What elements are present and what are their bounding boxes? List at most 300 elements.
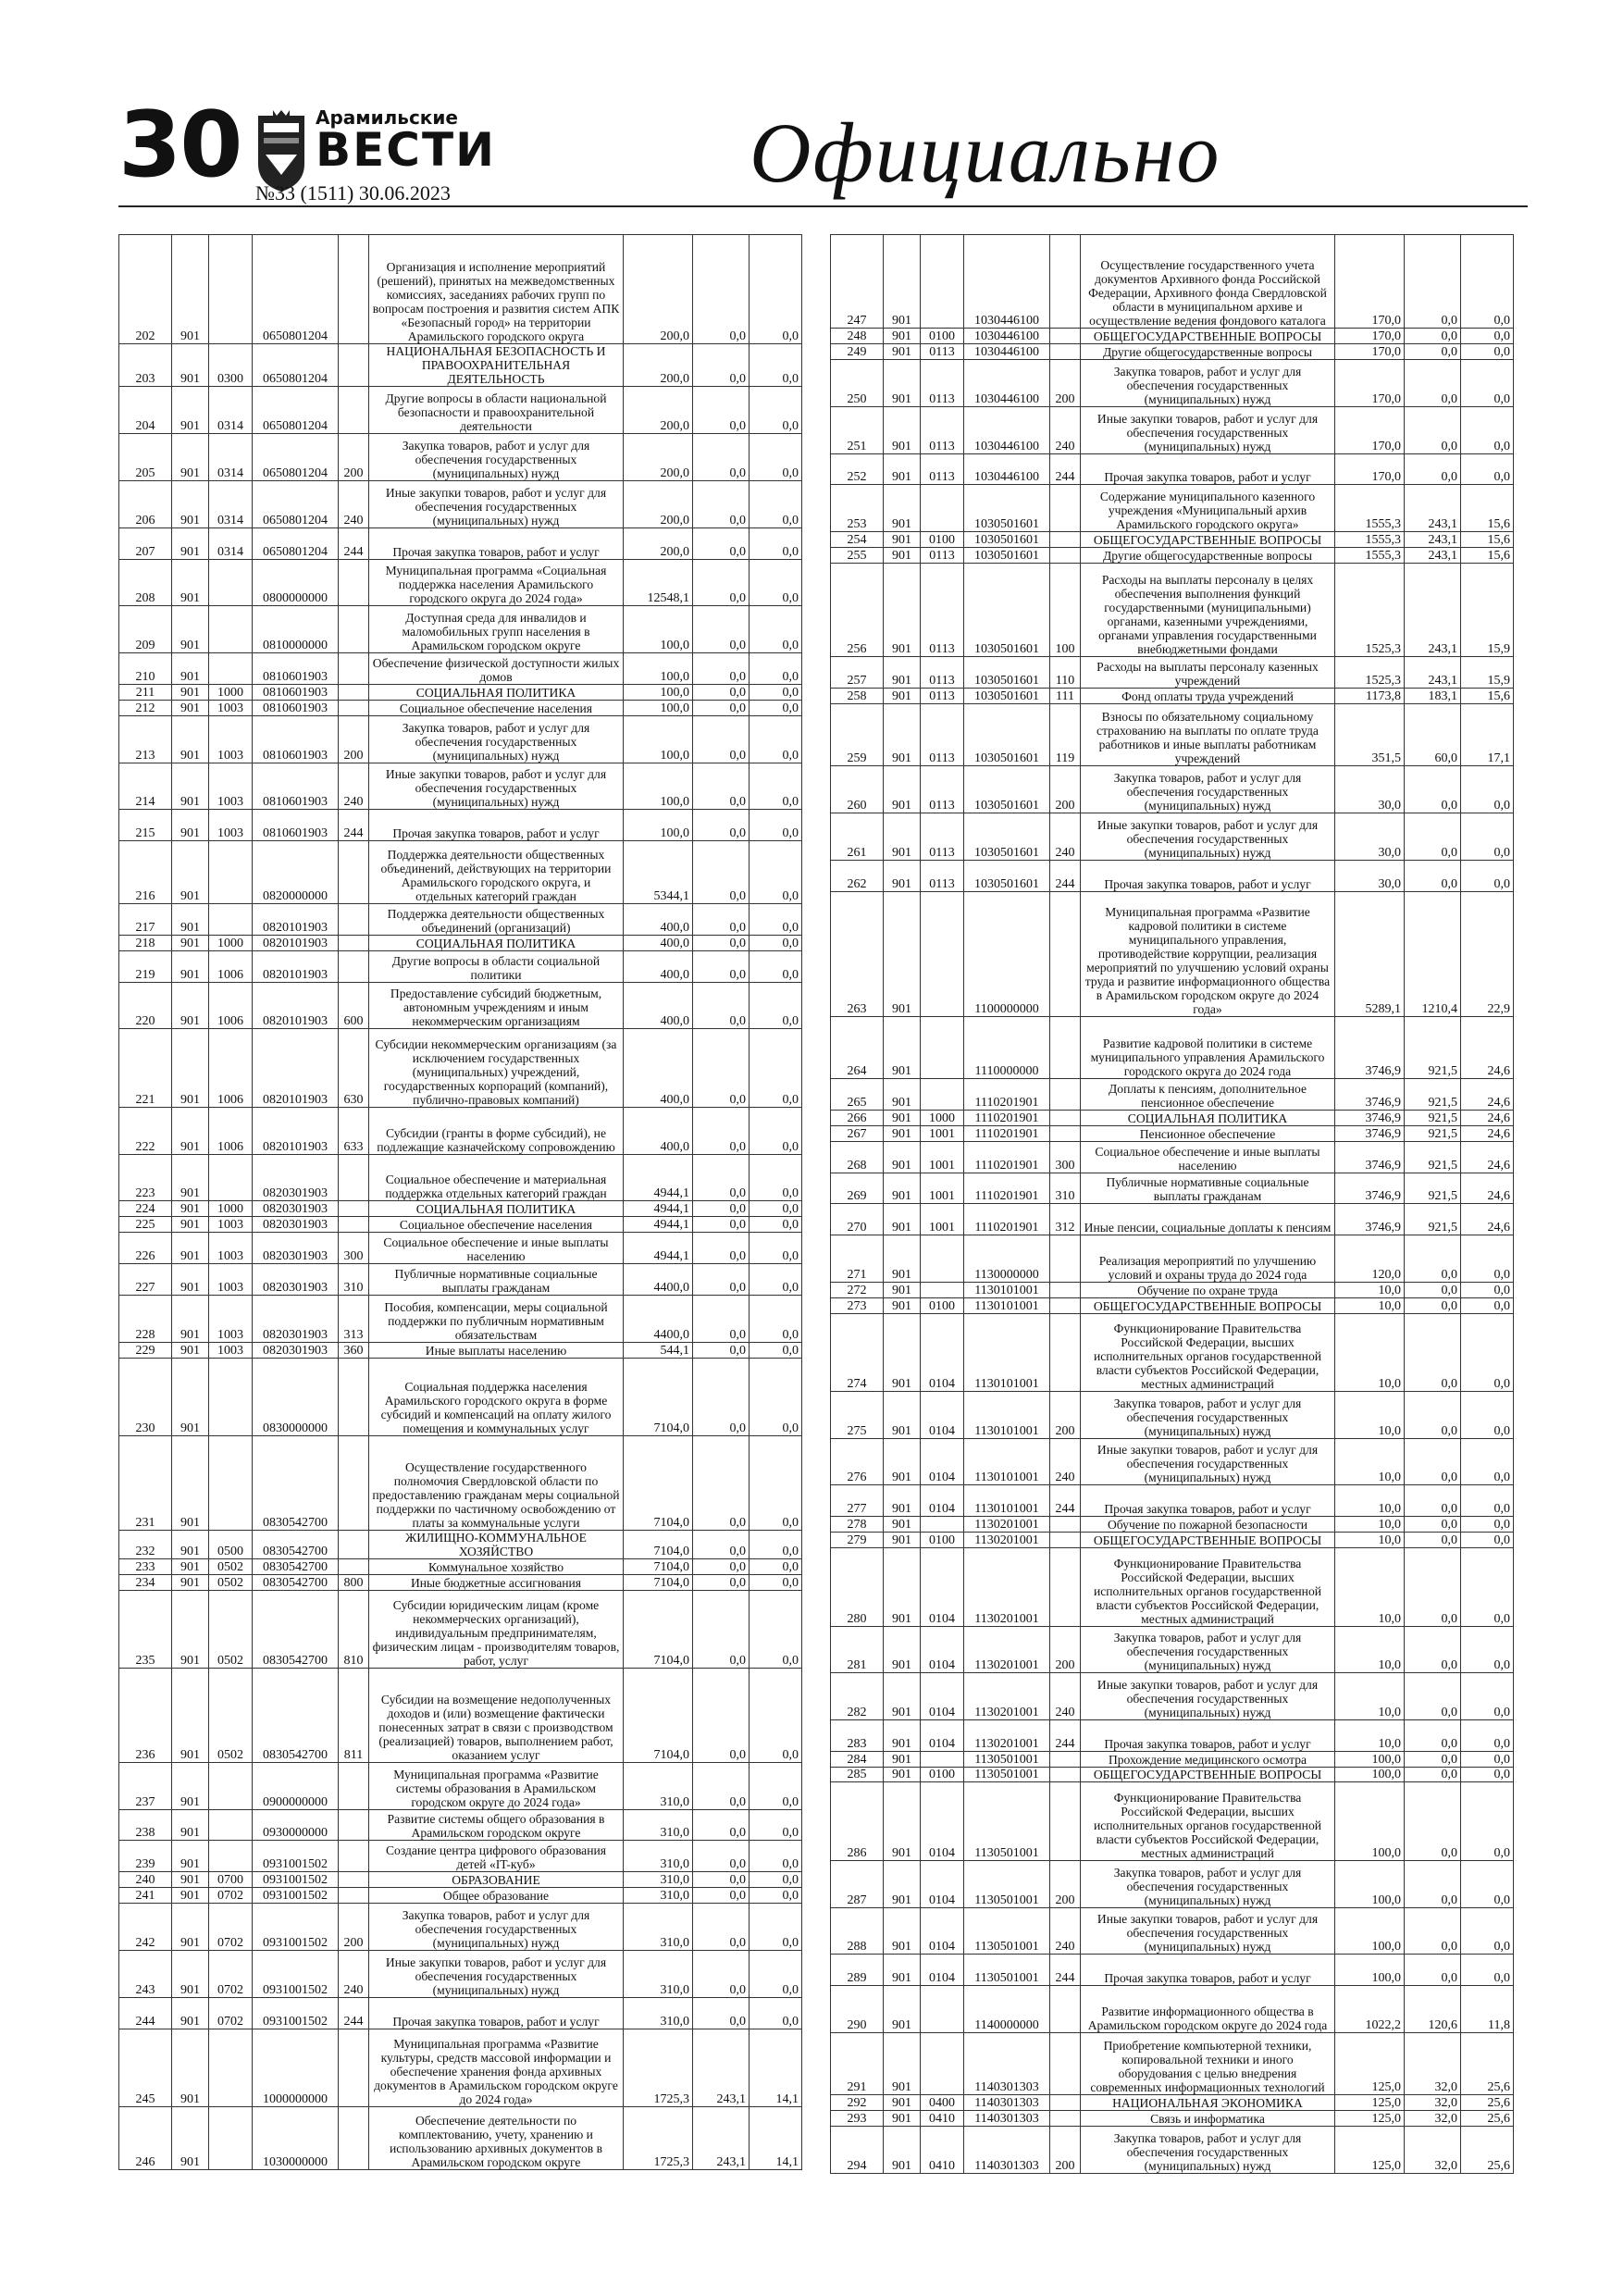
percent-executed: 0,0 (1461, 1626, 1514, 1673)
plan-amount: 4944,1 (624, 1233, 693, 1264)
plan-amount: 4400,0 (624, 1295, 693, 1342)
executed-amount: 0,0 (1405, 1438, 1461, 1485)
table-row (119, 1762, 802, 1809)
target-code: 0820000000 (253, 841, 339, 904)
expense-type: 240 (1050, 406, 1081, 453)
table-row (831, 891, 1514, 1016)
section-code: 0104 (921, 1719, 964, 1751)
expense-type: 300 (1050, 1141, 1081, 1173)
admin-code: 901 (884, 1297, 921, 1313)
plan-amount: 4944,1 (624, 1154, 693, 1201)
item-name: Прочая закупка товаров, работ и услуг (1081, 453, 1335, 485)
table-row (831, 531, 1514, 547)
target-code: 0810601903 (253, 700, 339, 715)
target-code: 1030446100 (964, 453, 1050, 485)
budget-table-right (830, 234, 1514, 2174)
row-number: 278 (831, 1517, 884, 1533)
table-row (831, 1986, 1514, 2033)
expense-type (1050, 2032, 1081, 2095)
expense-type (1050, 485, 1081, 532)
item-name: Муниципальная программа «Развитие системы образования в Арамильском городском округе до 2024 года» (369, 1762, 624, 1809)
plan-amount: 3746,9 (1335, 1111, 1405, 1126)
expense-type (1050, 531, 1081, 547)
plan-amount: 10,0 (1335, 1517, 1405, 1533)
executed-amount: 0,0 (693, 1809, 750, 1841)
executed-amount: 243,1 (1405, 547, 1461, 563)
row-number: 242 (119, 1904, 172, 1951)
expense-type: 600 (339, 982, 369, 1029)
row-number: 202 (119, 235, 172, 344)
row-number: 243 (119, 1950, 172, 1997)
admin-code: 901 (172, 1217, 209, 1233)
expense-type (1050, 1782, 1081, 1860)
executed-amount: 0,0 (693, 1841, 750, 1872)
target-code: 1030501601 (964, 531, 1050, 547)
item-name: Реализация мероприятий по улучшению условий и охраны труда до 2024 года (1081, 1235, 1335, 1283)
section-code (921, 1079, 964, 1111)
percent-executed: 0,0 (1461, 860, 1514, 891)
table-row (119, 387, 802, 434)
expense-type: 240 (1050, 1438, 1081, 1485)
row-number: 224 (119, 1201, 172, 1217)
percent-executed: 0,0 (1461, 1282, 1514, 1297)
percent-executed: 0,0 (1461, 1235, 1514, 1283)
row-number: 291 (831, 2032, 884, 2095)
row-number: 207 (119, 527, 172, 559)
plan-amount: 3746,9 (1335, 1173, 1405, 1204)
section-code (921, 2032, 964, 2095)
plan-amount: 12548,1 (624, 559, 693, 606)
table-row (831, 813, 1514, 861)
table-row (831, 1767, 1514, 1782)
target-code: 0820301903 (253, 1295, 339, 1342)
executed-amount: 0,0 (1405, 813, 1461, 861)
row-number: 245 (119, 2029, 172, 2107)
executed-amount: 0,0 (693, 1217, 750, 1233)
executed-amount: 0,0 (693, 841, 750, 904)
target-code: 0820301903 (253, 1154, 339, 1201)
percent-executed: 0,0 (750, 235, 802, 344)
target-code: 1030501601 (964, 766, 1050, 813)
table-body-right (831, 235, 1514, 2174)
executed-amount: 183,1 (1405, 688, 1461, 703)
target-code: 0820101903 (253, 903, 339, 935)
executed-amount: 243,1 (693, 2029, 750, 2107)
executed-amount: 0,0 (1405, 860, 1461, 891)
expense-type (339, 935, 369, 950)
target-code: 0810601903 (253, 810, 339, 841)
admin-code: 901 (884, 1860, 921, 1907)
table-row (831, 1719, 1514, 1751)
table-row (831, 1204, 1514, 1235)
executed-amount: 0,0 (693, 1107, 750, 1154)
item-name: Расходы на выплаты персоналу казенных учреждений (1081, 657, 1335, 689)
percent-executed: 0,0 (750, 527, 802, 559)
expense-type: 244 (1050, 860, 1081, 891)
percent-executed: 0,0 (750, 1558, 802, 1574)
item-name: Прочая закупка товаров, работ и услуг (369, 527, 624, 559)
admin-code: 901 (172, 1904, 209, 1951)
admin-code: 901 (884, 1313, 921, 1391)
row-number: 269 (831, 1173, 884, 1204)
executed-amount: 0,0 (693, 235, 750, 344)
row-number: 264 (831, 1016, 884, 1079)
executed-amount: 0,0 (693, 1264, 750, 1296)
admin-code: 901 (172, 1154, 209, 1201)
admin-code: 901 (884, 1016, 921, 1079)
table-row (831, 1313, 1514, 1391)
executed-amount: 921,5 (1405, 1141, 1461, 1173)
percent-executed: 0,0 (750, 1872, 802, 1888)
percent-executed: 0,0 (750, 653, 802, 685)
expense-type: 240 (1050, 1907, 1081, 1955)
plan-amount: 100,0 (624, 763, 693, 810)
section-code: 0100 (921, 329, 964, 344)
executed-amount: 0,0 (1405, 1282, 1461, 1297)
admin-code: 901 (884, 1204, 921, 1235)
executed-amount: 0,0 (693, 1295, 750, 1342)
expense-type (1050, 1517, 1081, 1533)
expense-type (339, 1436, 369, 1531)
expense-type: 630 (339, 1029, 369, 1108)
section-code: 1000 (209, 935, 253, 950)
table-row (119, 1950, 802, 1997)
item-name: Развитие информационного общества в Арамильском городском округе до 2024 года (1081, 1986, 1335, 2033)
row-number: 205 (119, 434, 172, 481)
expense-type: 119 (1050, 703, 1081, 766)
row-number: 282 (831, 1673, 884, 1720)
table-row (119, 1530, 802, 1558)
section-code (209, 1809, 253, 1841)
section-code: 1003 (209, 1295, 253, 1342)
section-code: 0702 (209, 1904, 253, 1951)
admin-code: 901 (884, 2032, 921, 2095)
executed-amount: 0,0 (693, 1590, 750, 1669)
target-code: 0650801204 (253, 235, 339, 344)
target-code: 0931001502 (253, 1950, 339, 1997)
item-name: СОЦИАЛЬНАЯ ПОЛИТИКА (369, 1201, 624, 1217)
expense-type (1050, 2095, 1081, 2111)
target-code: 1130101001 (964, 1438, 1050, 1485)
percent-executed: 0,0 (750, 684, 802, 700)
executed-amount: 0,0 (1405, 1673, 1461, 1720)
row-number: 294 (831, 2127, 884, 2174)
row-number: 280 (831, 1548, 884, 1626)
plan-amount: 170,0 (1335, 344, 1405, 360)
expense-type (1050, 2111, 1081, 2127)
plan-amount: 10,0 (1335, 1297, 1405, 1313)
expense-type (1050, 1767, 1081, 1782)
target-code: 1030446100 (964, 235, 1050, 329)
target-code: 0650801204 (253, 387, 339, 434)
executed-amount: 0,0 (1405, 1955, 1461, 1986)
admin-code: 901 (884, 235, 921, 329)
executed-amount: 0,0 (693, 1436, 750, 1531)
percent-executed: 15,9 (1461, 563, 1514, 656)
target-code: 1030501601 (964, 547, 1050, 563)
plan-amount: 30,0 (1335, 860, 1405, 891)
executed-amount: 0,0 (693, 935, 750, 950)
item-name: Осуществление государственного учета документов Архивного фонда Российской Федерации, Архивного фонда Свердловской области в муниципальном архиве и осуществление ведения фондового каталога (1081, 235, 1335, 329)
table-row (119, 434, 802, 481)
admin-code: 901 (172, 387, 209, 434)
expense-type (339, 606, 369, 653)
table-row (831, 1438, 1514, 1485)
plan-amount: 310,0 (624, 1809, 693, 1841)
percent-executed: 24,6 (1461, 1173, 1514, 1204)
executed-amount: 243,1 (1405, 531, 1461, 547)
table-row (119, 653, 802, 685)
plan-amount: 3746,9 (1335, 1141, 1405, 1173)
target-code: 1130201001 (964, 1533, 1050, 1548)
admin-code: 901 (172, 1950, 209, 1997)
plan-amount: 310,0 (624, 1997, 693, 2029)
item-name: Публичные нормативные социальные выплаты гражданам (1081, 1173, 1335, 1204)
plan-amount: 200,0 (624, 387, 693, 434)
item-name: ОБЩЕГОСУДАРСТВЕННЫЕ ВОПРОСЫ (1081, 329, 1335, 344)
plan-amount: 10,0 (1335, 1719, 1405, 1751)
percent-executed: 0,0 (750, 1904, 802, 1951)
percent-executed: 0,0 (750, 1358, 802, 1436)
row-number: 279 (831, 1533, 884, 1548)
percent-executed: 0,0 (750, 1295, 802, 1342)
executed-amount: 0,0 (693, 1872, 750, 1888)
section-code (209, 1436, 253, 1531)
plan-amount: 544,1 (624, 1342, 693, 1358)
target-code: 1140301303 (964, 2095, 1050, 2111)
executed-amount: 0,0 (1405, 406, 1461, 453)
percent-executed: 25,6 (1461, 2095, 1514, 2111)
plan-amount: 1022,2 (1335, 1986, 1405, 2033)
target-code: 0820101903 (253, 950, 339, 982)
target-code: 1030446100 (964, 360, 1050, 407)
section-code (921, 1235, 964, 1283)
item-name: Другие вопросы в области национальной безопасности и правоохранительной деятельности (369, 387, 624, 434)
expense-type (1050, 1751, 1081, 1767)
item-name: Иные закупки товаров, работ и услуг для обеспечения государственных (муниципальных) нужд (1081, 1907, 1335, 1955)
executed-amount: 0,0 (693, 1154, 750, 1201)
row-number: 203 (119, 344, 172, 387)
percent-executed: 0,0 (750, 606, 802, 653)
item-name: Муниципальная программа «Развитие кадровой политики в системе муниципального управления, противодействие коррупции, реализация мероприятий по улучшению условий охраны труда и развитие информационного общества в Арамильском городском округе до 2024 года» (1081, 891, 1335, 1016)
row-number: 223 (119, 1154, 172, 1201)
percent-executed: 0,0 (750, 1436, 802, 1531)
item-name: Организация и исполнение мероприятий (решений), принятых на межведомственных комиссиях, заседаниях рабочих групп по вопросам построения и развития систем АПК «Безопасный город» на территории Арамильского городского округа (369, 235, 624, 344)
executed-amount: 0,0 (1405, 1392, 1461, 1439)
row-number: 230 (119, 1358, 172, 1436)
section-code: 1001 (921, 1125, 964, 1141)
row-number: 265 (831, 1079, 884, 1111)
section-code: 0113 (921, 344, 964, 360)
plan-amount: 100,0 (1335, 1751, 1405, 1767)
admin-code: 901 (172, 1888, 209, 1904)
target-code: 0810601903 (253, 763, 339, 810)
percent-executed: 0,0 (750, 1762, 802, 1809)
percent-executed: 25,6 (1461, 2127, 1514, 2174)
admin-code: 901 (884, 563, 921, 656)
table-row (831, 860, 1514, 891)
percent-executed: 0,0 (1461, 360, 1514, 407)
expense-type: 100 (1050, 563, 1081, 656)
percent-executed: 0,0 (1461, 235, 1514, 329)
target-code: 1030501601 (964, 657, 1050, 689)
item-name: Доступная среда для инвалидов и маломобильных групп населения в Арамильском городском округе (369, 606, 624, 653)
plan-amount: 3746,9 (1335, 1016, 1405, 1079)
row-number: 237 (119, 1762, 172, 1809)
table-row (119, 1436, 802, 1531)
expense-type: 633 (339, 1107, 369, 1154)
table-row (831, 1626, 1514, 1673)
percent-executed: 0,0 (1461, 1782, 1514, 1860)
plan-amount: 100,0 (624, 653, 693, 685)
expense-type (339, 903, 369, 935)
item-name: Муниципальная программа «Социальная поддержка населения Арамильского городского округа до 2024 года» (369, 559, 624, 606)
admin-code: 901 (884, 1485, 921, 1517)
table-row (831, 1533, 1514, 1548)
target-code: 0830542700 (253, 1436, 339, 1531)
item-name: Другие вопросы в области социальной политики (369, 950, 624, 982)
section-code: 0314 (209, 387, 253, 434)
plan-amount: 400,0 (624, 903, 693, 935)
expense-type (339, 1872, 369, 1888)
section-code: 0314 (209, 481, 253, 528)
expense-type: 200 (1050, 1626, 1081, 1673)
table-row (831, 1907, 1514, 1955)
expense-type: 200 (339, 434, 369, 481)
table-row (119, 1264, 802, 1296)
target-code: 0650801204 (253, 434, 339, 481)
table-row (831, 2111, 1514, 2127)
target-code: 1110201901 (964, 1079, 1050, 1111)
percent-executed: 15,9 (1461, 657, 1514, 689)
admin-code: 901 (884, 1626, 921, 1673)
target-code: 0820101903 (253, 1029, 339, 1108)
target-code: 1000000000 (253, 2029, 339, 2107)
plan-amount: 310,0 (624, 1888, 693, 1904)
section-code: 0502 (209, 1590, 253, 1669)
plan-amount: 170,0 (1335, 360, 1405, 407)
expense-type: 244 (1050, 1955, 1081, 1986)
executed-amount: 0,0 (693, 810, 750, 841)
row-number: 239 (119, 1841, 172, 1872)
admin-code: 901 (172, 950, 209, 982)
item-name: Закупка товаров, работ и услуг для обеспечения государственных (муниципальных) нужд (1081, 360, 1335, 407)
row-number: 208 (119, 559, 172, 606)
table-row (831, 1016, 1514, 1079)
row-number: 276 (831, 1438, 884, 1485)
item-name: Коммунальное хозяйство (369, 1558, 624, 1574)
percent-executed: 22,9 (1461, 891, 1514, 1016)
admin-code: 901 (172, 344, 209, 387)
section-code: 0113 (921, 688, 964, 703)
admin-code: 901 (172, 434, 209, 481)
plan-amount: 400,0 (624, 982, 693, 1029)
percent-executed: 0,0 (750, 715, 802, 763)
row-number: 284 (831, 1751, 884, 1767)
table-row (119, 715, 802, 763)
section-code (209, 2107, 253, 2170)
expense-type: 244 (339, 810, 369, 841)
section-code (921, 1517, 964, 1533)
target-code: 1130201001 (964, 1673, 1050, 1720)
expense-type (339, 1841, 369, 1872)
admin-code: 901 (172, 903, 209, 935)
row-number: 263 (831, 891, 884, 1016)
plan-amount: 100,0 (624, 700, 693, 715)
percent-executed: 0,0 (750, 903, 802, 935)
admin-code: 901 (884, 344, 921, 360)
percent-executed: 24,6 (1461, 1079, 1514, 1111)
item-name: ОБЩЕГОСУДАРСТВЕННЫЕ ВОПРОСЫ (1081, 531, 1335, 547)
expense-type (1050, 1016, 1081, 1079)
plan-amount: 1555,3 (1335, 547, 1405, 563)
expense-type (1050, 1313, 1081, 1391)
section-code: 0104 (921, 1485, 964, 1517)
admin-code: 901 (884, 485, 921, 532)
executed-amount: 921,5 (1405, 1016, 1461, 1079)
section-code (921, 1986, 964, 2033)
percent-executed: 0,0 (750, 982, 802, 1029)
table-row (119, 982, 802, 1029)
row-number: 241 (119, 1888, 172, 1904)
section-code: 1006 (209, 982, 253, 1029)
table-row (831, 657, 1514, 689)
target-code: 1130501001 (964, 1860, 1050, 1907)
expense-type (339, 1809, 369, 1841)
executed-amount: 0,0 (693, 700, 750, 715)
table-row (119, 841, 802, 904)
executed-amount: 0,0 (693, 950, 750, 982)
item-name: Субсидии некоммерческим организациям (за исключением государственных (муниципальных) учреждений, государственных корпораций (компаний), публично-правовых компаний) (369, 1029, 624, 1108)
target-code: 0900000000 (253, 1762, 339, 1809)
admin-code: 901 (172, 1201, 209, 1217)
row-number: 210 (119, 653, 172, 685)
target-code: 0931001502 (253, 1888, 339, 1904)
expense-type (339, 1154, 369, 1201)
section-code: 1003 (209, 715, 253, 763)
item-name: ОБЩЕГОСУДАРСТВЕННЫЕ ВОПРОСЫ (1081, 1767, 1335, 1782)
percent-executed: 0,0 (750, 1669, 802, 1763)
percent-executed: 15,6 (1461, 485, 1514, 532)
percent-executed: 15,6 (1461, 547, 1514, 563)
executed-amount: 0,0 (693, 1669, 750, 1763)
admin-code: 901 (884, 1673, 921, 1720)
row-number: 225 (119, 1217, 172, 1233)
table-row (119, 1029, 802, 1108)
section-code: 1003 (209, 700, 253, 715)
expense-type (339, 684, 369, 700)
section-code: 0104 (921, 1673, 964, 1720)
admin-code: 901 (172, 2029, 209, 2107)
item-name: Иные выплаты населению (369, 1342, 624, 1358)
executed-amount: 0,0 (693, 387, 750, 434)
row-number: 211 (119, 684, 172, 700)
executed-amount: 921,5 (1405, 1111, 1461, 1126)
admin-code: 901 (884, 813, 921, 861)
executed-amount: 0,0 (693, 1997, 750, 2029)
header-divider (118, 205, 1528, 207)
target-code: 0830542700 (253, 1574, 339, 1590)
item-name: Прочая закупка товаров, работ и услуг (369, 810, 624, 841)
section-code: 0104 (921, 1548, 964, 1626)
target-code: 1030446100 (964, 406, 1050, 453)
admin-code: 901 (884, 1548, 921, 1626)
table-row (831, 1079, 1514, 1111)
executed-amount: 0,0 (693, 1558, 750, 1574)
expense-type: 244 (339, 1997, 369, 2029)
executed-amount: 0,0 (693, 559, 750, 606)
target-code: 1130501001 (964, 1751, 1050, 1767)
